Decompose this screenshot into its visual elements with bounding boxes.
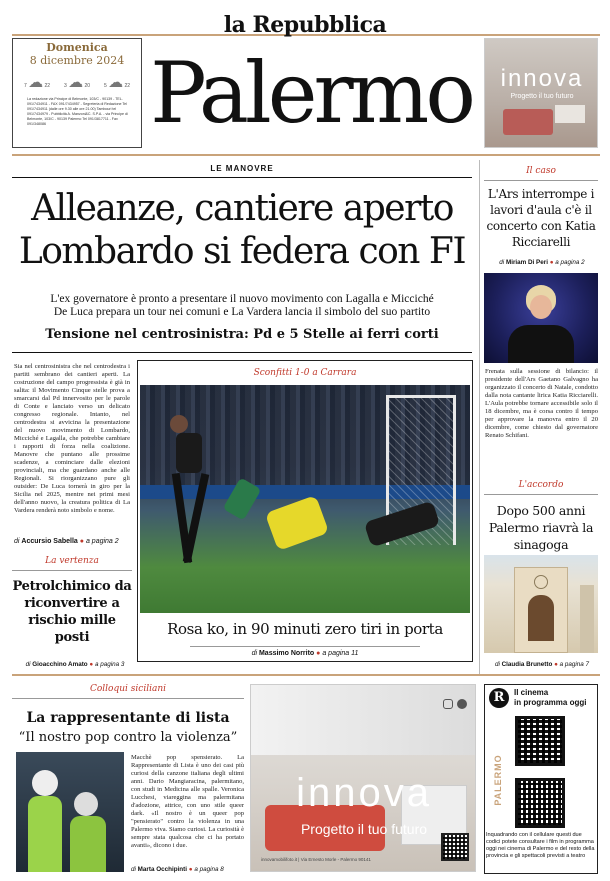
- accordo-section: L'accordo: [518, 480, 564, 490]
- innova-logo: innova: [296, 771, 432, 815]
- cloud-sun-icon: ☁: [68, 74, 84, 91]
- cabinet-shape: [555, 105, 585, 123]
- lead-sub-rule: [12, 352, 472, 353]
- lead-headline-line-1: Alleanze, cantiere aperto: [31, 188, 453, 229]
- football-kicker: Sconfitti 1-0 a Carrara: [253, 368, 357, 378]
- innova-top-ad[interactable]: [484, 38, 598, 148]
- vertenza-byline: di Gioacchino Amato ● a pagina 3: [25, 661, 125, 668]
- edition-day: Domenica: [46, 41, 108, 54]
- qr-code-icon: [441, 833, 469, 861]
- accordo-rule: [484, 494, 598, 495]
- room-wall-shape: [251, 685, 476, 755]
- newsroom-address: La redazione via Principe di Belmonte, 103/C - 90139 - TEL. 091/7434911 - FAX 091/7434957 - Segreteria di Redazione Tel 091/7434911 (dalle ore 9.30 alle ore 21.00) Tambouri tel 091/7434979 - Pubblicità A. Manzoni&C. S.P.A. - via Principe di Belmonte, 103/C - 90139 Palermo Tel 091/3817711 - Fax 091/348086: [27, 97, 128, 126]
- caso-byline: di Miriam Di Peri ● a pagina 2: [499, 259, 585, 266]
- singer-outfit-shape: [28, 796, 62, 872]
- innova-logo: innova: [500, 65, 584, 92]
- standfirst-line-2: De Luca prepara un tour nei comuni e La Vardera lancia il simbolo del suo partito: [53, 306, 431, 318]
- innova-tagline: Progetto il tuo futuro: [510, 93, 574, 100]
- cinema-qr-code-icon[interactable]: [515, 716, 565, 766]
- weather-day-1: 7 ☁ 22: [23, 74, 51, 91]
- football-byline: di Massimo Norrito ● a pagina 11: [251, 650, 359, 657]
- lead-headline[interactable]: [12, 187, 472, 273]
- rose-window-shape: [534, 575, 548, 589]
- colloqui-quote: “Il nostro pop contro la violenza”: [18, 730, 238, 745]
- column-divider: [479, 160, 480, 675]
- colloqui-byline: di Marta Occhipinti ● a pagina 8: [131, 866, 224, 873]
- caso-headline[interactable]: L'Ars interrompe i lavori d'aula c'è il concerto con Katia Ricciarelli: [486, 187, 596, 249]
- weather-day-2: 3 ☁ 20: [63, 74, 91, 91]
- cinema-title: [514, 688, 598, 708]
- football-photo[interactable]: [140, 385, 470, 613]
- innova-footer: innovamobilifoto.it | Via Ernesto Morle - Palermo 90141: [261, 857, 371, 862]
- lead-subheadline: Tensione nel centrosinistra: Pd e 5 Stelle ai ferri corti: [45, 327, 439, 342]
- musician-outfit-shape: [70, 816, 106, 872]
- colloqui-section: Colloqui siciliani: [90, 684, 166, 694]
- accordo-byline: di Claudia Brunetto ● a pagina 7: [494, 661, 590, 668]
- innova-bottom-ad[interactable]: [250, 684, 476, 872]
- lead-rule: [12, 177, 472, 178]
- ricciarelli-photo[interactable]: [484, 273, 598, 363]
- football-rule: [190, 646, 420, 647]
- date-weather-box: [12, 38, 142, 148]
- colloqui-headline[interactable]: La rappresentante di lista: [26, 710, 230, 726]
- theatre-qr-code-icon[interactable]: [515, 778, 565, 828]
- repubblica-r-logo: R: [489, 688, 509, 708]
- goalkeeper-shape: [265, 495, 329, 551]
- musician-hair-shape: [74, 792, 98, 816]
- vertenza-section: La vertenza: [45, 556, 99, 566]
- football-headline[interactable]: Rosa ko, in 90 minuti zero tiri in porta: [167, 620, 443, 638]
- city-title: Palermo: [150, 44, 472, 142]
- player-head-shape: [170, 415, 188, 433]
- lead-section-label: LE MANOVRE: [210, 164, 274, 173]
- lead-headline-line-2: Lombardo si federa con FI: [18, 231, 466, 272]
- cinema-text: Inquadrando con il cellulare questi due codici potete consultare i film in programma oggi nei cinema di Palermo e del resto della provincia e gli spettacoli previsti a teatro: [486, 832, 595, 859]
- cinema-title-line-1: Il cinema: [514, 688, 549, 697]
- standfirst-line-1: L'ex governatore è pronto a presentare il nuovo movimento con Lagalla e Micciché: [50, 293, 434, 305]
- cloud-sun-icon: ☁: [28, 74, 44, 91]
- lead-byline: di Accursio Sabella ● a pagina 2: [14, 538, 119, 545]
- caso-rule: [484, 180, 598, 181]
- cinema-side-label: PALERMO: [493, 754, 503, 806]
- accordo-headline[interactable]: Dopo 500 anni Palermo riavrà la sinagoga: [488, 503, 594, 552]
- weather-day-3: 5 ☁ 22: [103, 74, 131, 91]
- side-wall-shape: [580, 585, 594, 653]
- lead-body: Sia nel centrosinistra che nel centrodestra i partiti sembrano dei cantieri aperti. La costruzione del campo progressista è già in salita: il Movimento Cinque stelle prova a smarcarsi dal Pd innervosito per le parole di Conte e lanciato verso un delicato congresso regionale. Intanto, nel centrodestra si avvicina la presentazione del nuovo movimento di Lombardo, Micciché e Lagalla, che potrebbe cambiare i rapporti di forza nella coalizione. Manovre che puntano alle prossime scadenze, a cominciare dalle elezioni provinciali, ma che guardano anche alle Regionali. Si riorganizzano pure gli outsider: De Luca tornerà in giro per la Sicilia nel 2025, mentre nei primi mesi dell'anno nuovo, la creatura politica di La Vardera renderà noto simbolo e nome.: [14, 363, 130, 514]
- face-shape: [530, 295, 552, 319]
- dress-shape: [508, 325, 574, 363]
- facebook-icon: [457, 699, 467, 709]
- singer-hair-shape: [32, 770, 58, 796]
- band-photo[interactable]: [16, 752, 124, 872]
- mast-rule: [12, 154, 600, 156]
- weather-row: [17, 73, 137, 91]
- vertenza-headline[interactable]: Petrolchimico da riconvertire a rischio mille posti: [12, 579, 132, 645]
- cinema-title-line-2: in programma oggi: [514, 698, 587, 707]
- lead-standfirst: [12, 293, 472, 319]
- instagram-icon: [443, 699, 453, 709]
- caso-section: Il caso: [526, 166, 556, 176]
- red-sofa-shape: [503, 109, 553, 135]
- door-shape: [528, 595, 554, 641]
- caso-body: Frenata sulla sessione di bilancio: il presidente dell'Ars Gaetano Galvagno ha organizzato il concerto di Natale, condotto dalla nota cantante lirica Katia Ricciarelli. L'Aula potrebbe tornare accessibile solo il 18 dicembre, ma è corsa contro il tempo per approvare la manovra entro il 20 dicembre, come chiesto dal governatore Renato Schifani.: [485, 368, 598, 439]
- colloqui-rule: [12, 698, 244, 699]
- synagogue-photo[interactable]: [484, 555, 598, 653]
- innova-tagline: Progetto il tuo futuro: [300, 821, 428, 837]
- player-torso-shape: [176, 433, 202, 473]
- cloud-sun-icon: ☁: [108, 74, 124, 91]
- colloqui-body: Macchè pop spensierato. La Rappresentante di Lista è uno dei casi più curiosi della canzone italiana degli ultimi anni. Dario Mangiaracina, palermitano, con studi in Medicina alle spalle. Veronica Lucchesi, viareggina ma palermitana d'adozione, attrice, con uno stile queer dark. «Il nostro è un queer pop "pensierato" contro la violenza in una Palermo viva. Siamo curiosi. La curiosità è sempre stata qualcosa che ci ha portato avanti», dicono i due.: [131, 754, 244, 849]
- lower-rule: [12, 674, 600, 676]
- vertenza-rule: [12, 570, 132, 571]
- edition-date: 8 dicembre 2024: [29, 54, 125, 67]
- brand-title[interactable]: la Repubblica: [223, 12, 387, 38]
